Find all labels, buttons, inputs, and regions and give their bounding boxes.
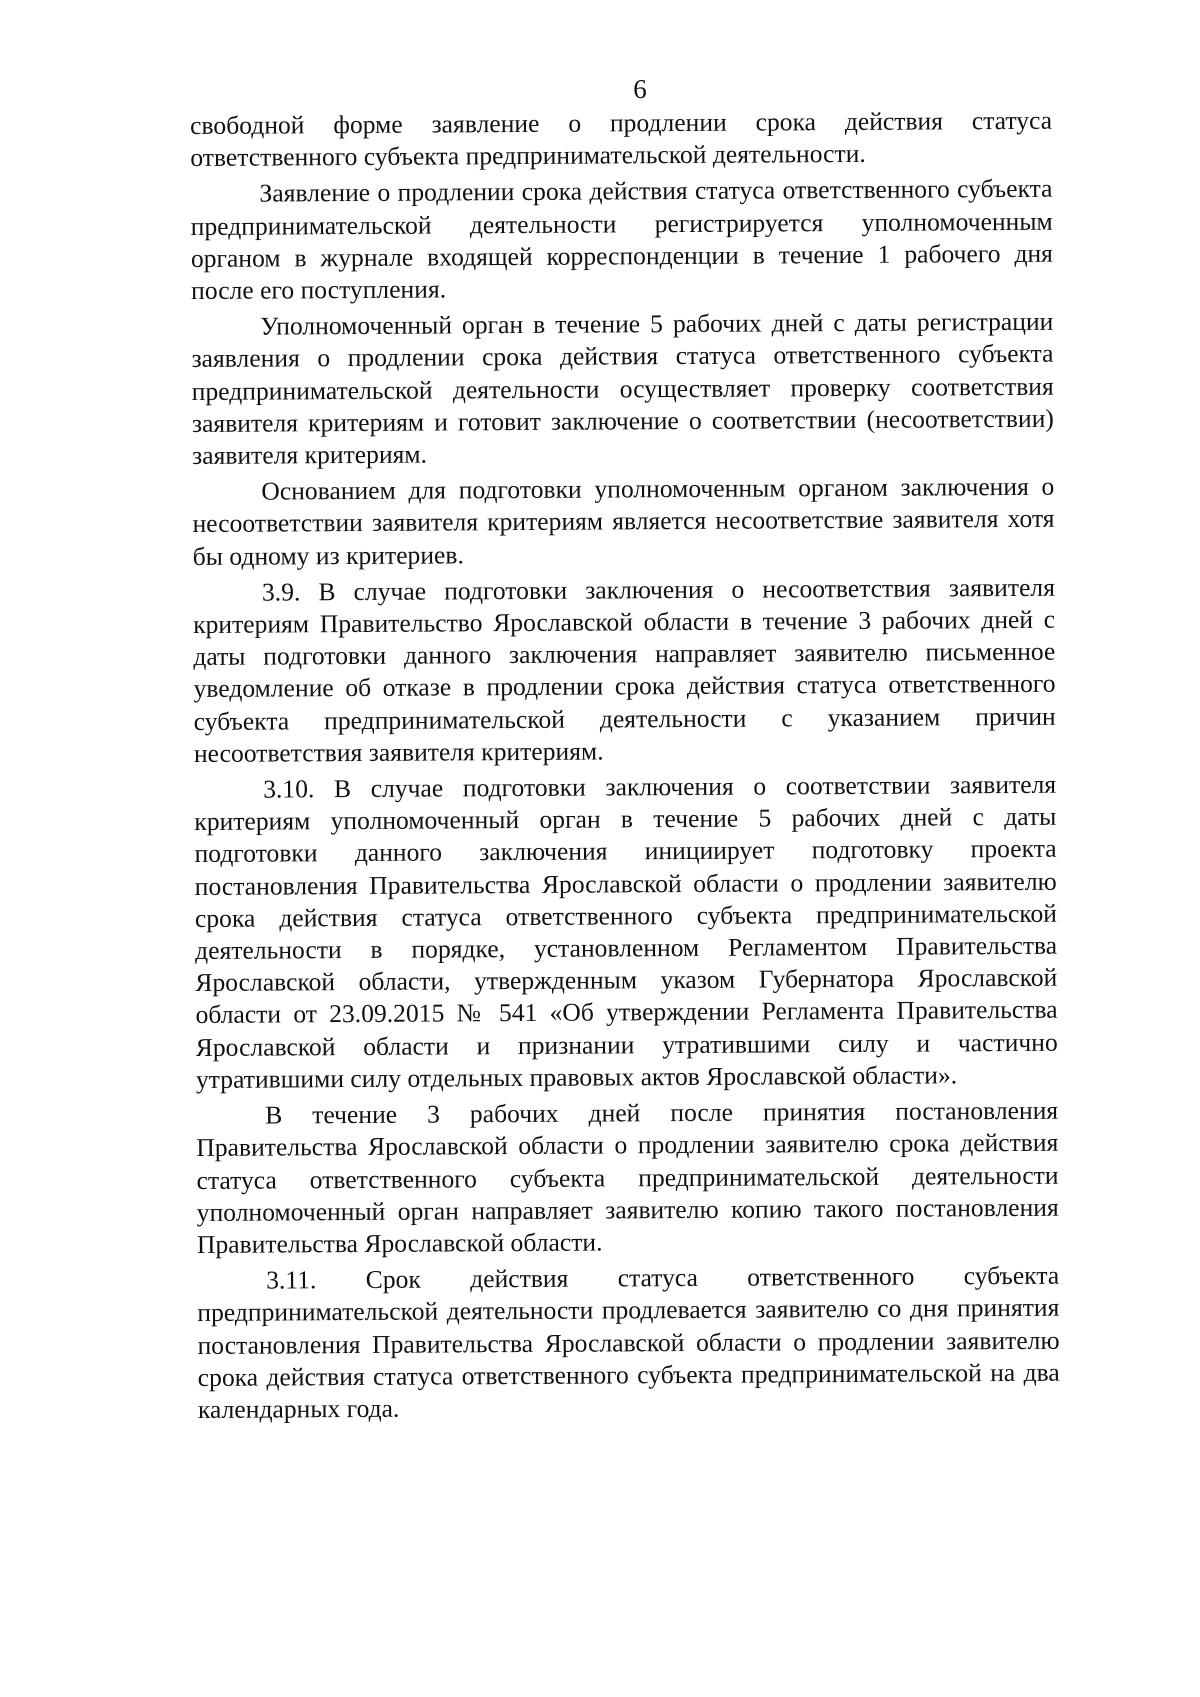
paragraph-grounds: Основанием для подготовки уполномоченным органом заключения о несоответствии заявителя критериям является несоответствие заявителя хотя бы одному из критериев. bbox=[192, 471, 1055, 571]
clause-3-11: 3.11. Срок действия статуса ответственного субъекта предпринимательской деятельности продлевается заявителю со дня принятия постановления Правительства Ярославской области о продлении заявителю срока действия статуса ответственного субъекта предпринимательской на два календарных года. bbox=[197, 1260, 1060, 1424]
clause-3-10: 3.10. В случае подготовки заключения о соответствии заявителя критериям уполномоченный орган в течение 5 рабочих дней с даты подготовки данного заключения инициирует подготовку проекта постановления Правительства Ярославской области о продлении заявителю срока действия статуса ответственного субъекта предпринимательской деятельности в порядке, установленном Регламентом Правительства Ярославской области, утвержденным указом Губернатора Ярославской области от 23.09.2015 № 541 «Об утверждении Регламента Правительства Ярославской области и признании утратившими силу и частично утратившими силу отдельных правовых актов Ярославской области». bbox=[194, 769, 1058, 1094]
paragraph-verification: Уполномоченный орган в течение 5 рабочих дней с даты регистрации заявления о продлении срока действия статуса ответственного субъекта предпринимательской деятельности осуществляет проверку соответствия заявителя критериям и готовит заключение о соответствии (несоответствии) заявителя критериям. bbox=[191, 306, 1054, 471]
page-number: 6 bbox=[633, 74, 647, 104]
document-body bbox=[190, 105, 1060, 1430]
paragraph-continuation: свободной форме заявление о продлении срока действия статуса ответственного субъекта предпринимательской деятельности. bbox=[190, 105, 1053, 173]
paragraph-registration: Заявление о продлении срока действия статуса ответственного субъекта предпринимательской деятельности регистрируется уполномоченным органом в журнале входящей корреспонденции в течение 1 рабочего дня после его поступления. bbox=[190, 174, 1053, 306]
clause-3-9: 3.9. В случае подготовки заключения о несоответствия заявителя критериям Правительство Ярославской области в течение 3 рабочих дней с даты подготовки данного заключения направляет заявителю письменное уведомление об отказе в продлении срока действия статуса ответственного субъекта предпринимательской деятельности с указанием причин несоответствия заявителя критериям. bbox=[193, 572, 1056, 768]
paragraph-copy-sending: В течение 3 рабочих дней после принятия постановления Правительства Ярославской области о продлении заявителю срока действия статуса ответственного субъекта предпринимательской деятельности уполномоченный орган направляет заявителю копию такого постановления Правительства Ярославской области. bbox=[196, 1095, 1059, 1259]
